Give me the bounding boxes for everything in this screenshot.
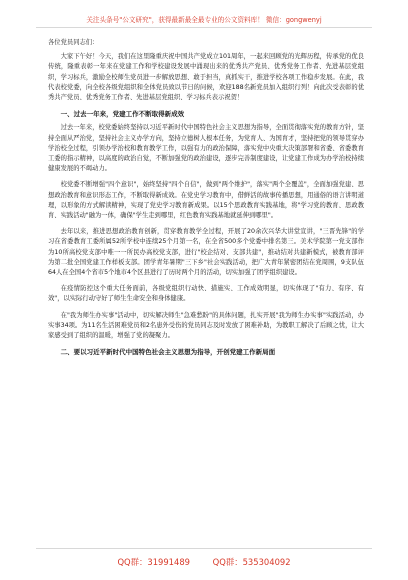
paragraph: 校党委不断增强"四个意识"，始终坚持"四个自信"，做到"两个维护"，落实"两个全覆盖"，全面加强党建、思想政治教育和意识形态工作，不断取得新成效。在党史学习教育中，借鲜活的故事传播思想，用通俗的语言讲明道理，以形象的方式解读精神，实现了党史学习教育新成果。以15个思政教育实践基地，将"学习党的教育、思政教育、实践活动"融为一体，确保"学生走到哪里，红色教育实践基地就延伸到哪里"。: [48, 181, 364, 220]
salutation: 各位党员同志们：: [48, 39, 99, 46]
paragraph: 去年以来，推进思想政治教育创新，贯穿教育教学全过程，开展了20余次兴华大讲堂宣讲，"三晋先锋"的学习在省委教育工委所属52所学校中连续25个月第一名，在全省500多个党委中排名第三。美术学院第一党支部作为10所高校党支部中唯一一所民办高校党支部，进行"校企结对、支部共建"，推动结对共建新模式，被教育部评为第二批全国党建工作样板支部。团学青年暑期"三下乡"社会实践活动，把广大青年紧密团结在党周围，9支队伍64人在全国4个省市5个地市4个区县进行了历时两个月的活动，切实加强了团学组织建设。: [48, 228, 364, 277]
header-divider: [36, 27, 372, 28]
qq-group-1: QQ群：31991489: [117, 557, 190, 567]
section-heading-2: 二、要以习近平新时代中国特色社会主义思想为指导，开创党建工作新局面: [60, 348, 276, 357]
paragraph-intro: 大家下午好！今天，我们在这里隆重庆祝中国共产党成立101周年，一起来回顾党的光辉历程，传承党的优良传统，隆重表彰一年来在党建工作和学校建设发展中涌现出来的优秀共产党员、优秀党务工作者、先进基层党组织，学习标兵，激励全校师生党员进一步解放思想、敢于担当，真抓实干，推进学校各项工作稳步发展。在此，我代表校党委，向全校各级党组织和全体党员致以节日的问候，欢迎188名新党员加入组织行列！向此次受表彰的优秀共产党员、优秀党务工作者、先进基层党组织、学习标兵表示祝贺！: [48, 53, 364, 102]
qq-group-2: QQ群：535304092: [212, 557, 291, 567]
document-body: [48, 38, 364, 357]
paragraph: 在"我为师生办实事"活动中，切实解决师生"急难愁盼"的具体问题，扎实开展"我为师生办实事"实践活动，办实事34项。为11名生活困难党员和2名患外受伤的党员同志及时发放了困难补助，为教职工解决了后顾之忧，让大家感受到了组织的温暖，增强了党的凝聚力。: [48, 311, 364, 340]
paragraph: 在疫情防控这个重大任务面前，各级党组织行动快、措施实、工作成效明显，切实体现了"有力、有序、有效"，以实际行动守好了师生生命安全和身体健康。: [48, 285, 364, 303]
section-heading-1: 一、过去一年来，党建工作不断取得新成效: [60, 110, 185, 119]
paragraph: 过去一年来，校党委始终坚持以习近平新时代中国特色社会主义思想为指导，全面贯彻落实党的教育方针，坚持全面从严治党，坚持社会主义办学方向，坚持立德树人根本任务，为党育人、为国育才，坚持把党的领导贯穿办学治校全过程，引领办学治校和教育教学工作，以强有力的政治保障，落实党中央重大决策部署和省委、省委教育工委的指示精神，以高度的政治自觉，不断加强党的政治建设，逐步完善制度建设，让党建工作成为办学治校持续健康发展的不竭动力。: [48, 124, 364, 173]
footer: [0, 556, 408, 568]
header-banner: 关注头条号"公文研究"，获得最新最全最专业的公文资料库！ 微信：gongwenyj: [86, 16, 322, 24]
footer-divider: [36, 548, 372, 549]
